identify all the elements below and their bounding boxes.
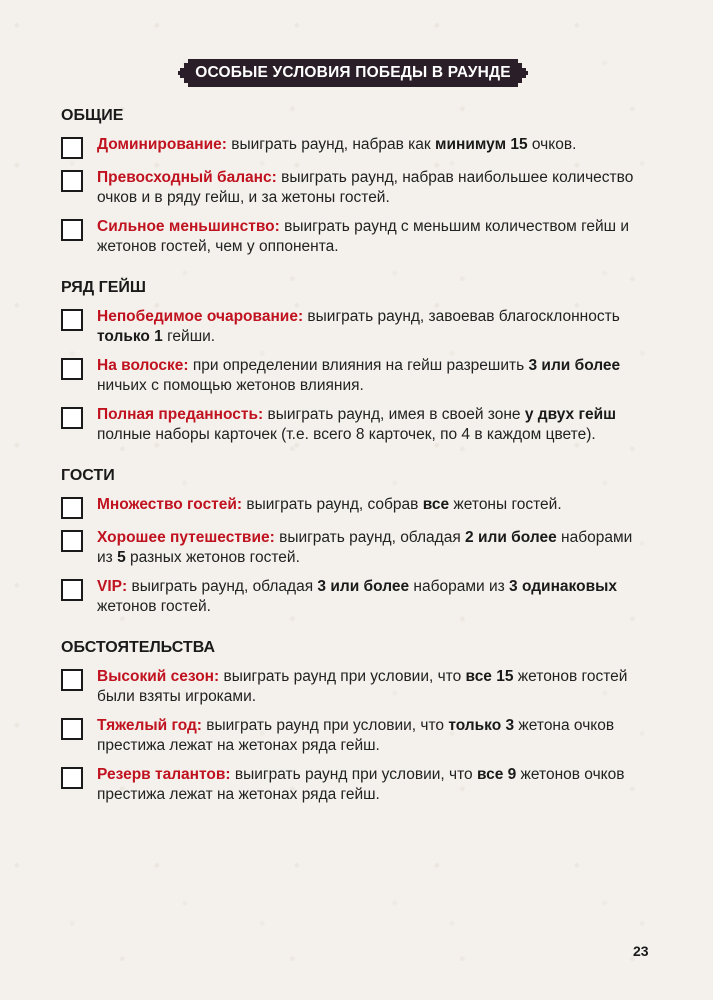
condition-text: На волоске: при определении влияния на гейш разрешить 3 или более ничьих с помощью жетонов влияния. [97, 357, 621, 394]
condition-checkbox[interactable] [61, 530, 83, 552]
condition-text: Хорошее путешествие: выиграть раунд, обладая 2 или более наборами из 5 разных жетонов гостей. [97, 529, 633, 566]
conditions-list [61, 106, 646, 805]
condition-checkbox[interactable] [61, 358, 83, 380]
condition-item [61, 495, 646, 519]
condition-checkbox[interactable] [61, 137, 83, 159]
condition-item [61, 135, 646, 159]
condition-checkbox[interactable] [61, 219, 83, 241]
section-title-general: ОБЩИЕ [61, 107, 124, 124]
condition-text: Полная преданность: выиграть раунд, имея в своей зоне у двух гейш полные наборы карточек (т.е. всего 8 карточек, по 4 в каждом цвете). [97, 406, 617, 443]
condition-text: Высокий сезон: выиграть раунд при условии, что все 15 жетонов гостей были взяты игроками. [97, 668, 628, 705]
banner-right-ornament [518, 59, 528, 87]
condition-text: Непобедимое очарование: выиграть раунд, завоевав благосклонность только 1 гейши. [97, 308, 620, 345]
condition-item [61, 307, 646, 347]
banner-title: ОСОБЫЕ УСЛОВИЯ ПОБЕДЫ В РАУНДЕ [188, 59, 518, 87]
condition-text: Множество гостей: выиграть раунд, собрав все жетоны гостей. [97, 496, 562, 513]
condition-checkbox[interactable] [61, 497, 83, 519]
condition-text: Превосходный баланс: выиграть раунд, набрав наибольшее количество очков и в ряду гейш, и за жетоны гостей. [97, 169, 634, 206]
condition-checkbox[interactable] [61, 407, 83, 429]
banner-left-ornament [178, 59, 188, 87]
section-title-geisha-row: РЯД ГЕЙШ [61, 279, 146, 296]
condition-checkbox[interactable] [61, 170, 83, 192]
condition-item [61, 577, 646, 617]
condition-checkbox[interactable] [61, 767, 83, 789]
condition-item [61, 405, 646, 445]
condition-checkbox[interactable] [61, 579, 83, 601]
condition-item [61, 356, 646, 396]
condition-text: Сильное меньшинство: выиграть раунд с меньшим количеством гейш и жетонов гостей, чем у оппонента. [97, 218, 630, 255]
section-title-guests: ГОСТИ [61, 467, 115, 484]
condition-item [61, 168, 646, 208]
condition-item [61, 217, 646, 257]
condition-text: Тяжелый год: выиграть раунд при условии, что только 3 жетона очков престижа лежат на жетонах ряда гейш. [97, 717, 615, 754]
section-title-circumstances: ОБСТОЯТЕЛЬСТВА [61, 639, 216, 656]
condition-item [61, 667, 646, 707]
condition-checkbox[interactable] [61, 718, 83, 740]
page-number: 23 [633, 943, 649, 959]
condition-checkbox[interactable] [61, 669, 83, 691]
condition-text: VIP: выиграть раунд, обладая 3 или более наборами из 3 одинаковых жетонов гостей. [97, 578, 617, 615]
condition-item [61, 528, 646, 568]
condition-text: Резерв талантов: выиграть раунд при условии, что все 9 жетонов очков престижа лежат на жетонах ряда гейш. [97, 766, 625, 803]
condition-text: Доминирование: выиграть раунд, набрав как минимум 15 очков. [97, 136, 577, 153]
condition-checkbox[interactable] [61, 309, 83, 331]
condition-item [61, 716, 646, 756]
section-banner [178, 59, 528, 87]
condition-item [61, 765, 646, 805]
